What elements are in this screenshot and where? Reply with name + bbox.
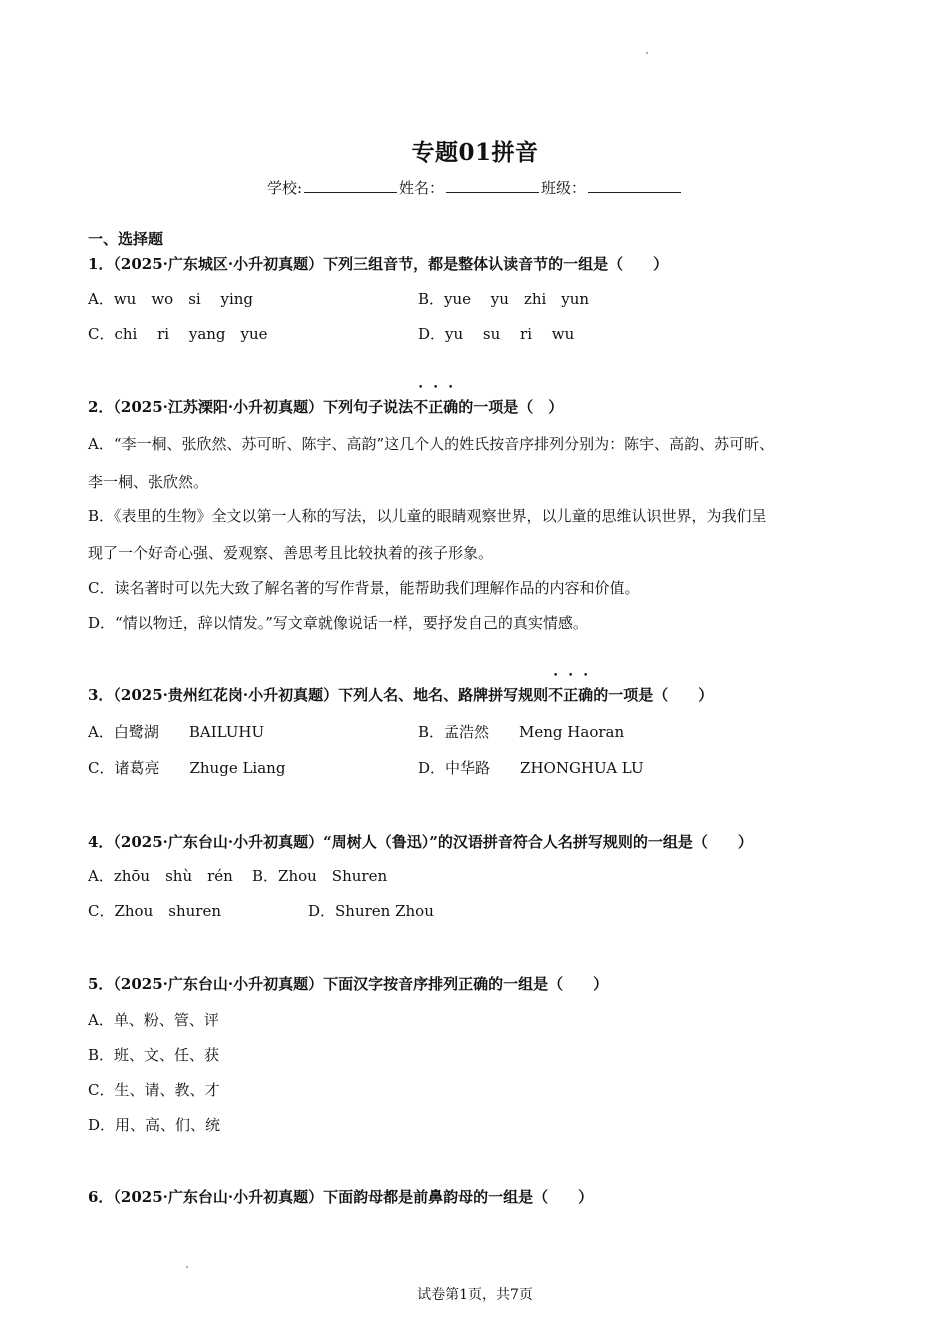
question-3-stem: [88, 684, 713, 705]
question-2-stem-pre: 2．（2025·江苏溧阳·小升初真题）下列句子说法: [88, 398, 414, 416]
question-2-option-d[interactable]: D．“情以物迁，辞以情发。”写文章就像说话一样，要抒发自己的真实情感。: [88, 614, 588, 632]
question-3-stem-pre: 3．（2025·贵州红花岗·小升初真题）下列人名、地名、路牌拼写规则: [88, 686, 549, 704]
scan-speck: [186, 1266, 188, 1268]
page-footer: 试卷第1页，共7页: [417, 1287, 533, 1303]
question-4-option-a[interactable]: A．zhōu shù rén: [88, 867, 233, 885]
question-4-option-d[interactable]: D．Shuren Zhou: [308, 902, 434, 920]
emphasis-char: 确: [578, 686, 594, 704]
question-3-option-c[interactable]: C．诸葛亮 Zhuge Liang: [88, 759, 286, 777]
emphasis-char: 正: [428, 398, 444, 416]
page-title: 专题01拼音: [411, 139, 539, 166]
section-heading: 一、选择题: [88, 230, 164, 248]
question-2-option-a[interactable]: A．“李一桐、张欣然、苏可昕、陈宇、高韵”这几个人的姓氏按音序排列分别为：陈宇、高韵、苏可昕、: [88, 435, 775, 453]
question-4-stem: 4．（2025·广东台山·小升初真题）“周树人（鲁迅）”的汉语拼音符合人名拼写规则的一组是（ ）: [88, 833, 753, 851]
question-1-option-a[interactable]: A．wu wo si ying: [88, 290, 254, 308]
question-2-stem-post: 的一项是（ ）: [458, 398, 564, 416]
scan-speck: [646, 52, 648, 54]
question-2-stem: [88, 396, 563, 417]
question-2-option-c[interactable]: C．读名著时可以先大致了解名著的写作背景，能帮助我们理解作品的内容和价值。: [88, 579, 640, 597]
question-3-stem-post: 的一项是（ ）: [593, 686, 714, 704]
question-4-option-b[interactable]: B．Zhou Shuren: [252, 867, 388, 885]
emphasis-char: 不: [548, 686, 564, 704]
question-5-option-c[interactable]: C．生、请、教、才: [88, 1081, 220, 1099]
question-2-option-a-cont[interactable]: 李一桐、张欣然。: [88, 473, 209, 491]
question-3-option-a[interactable]: A．白鹭湖 BAILUHU: [88, 723, 265, 741]
emphasis-char: 不: [413, 398, 429, 416]
question-3-option-b[interactable]: B．孟浩然 Meng Haoran: [418, 723, 625, 741]
question-1-stem: 1．（2025·广东城区·小升初真题）下列三组音节，都是整体认读音节的一组是（ ）: [88, 255, 669, 273]
question-5-option-b[interactable]: B．班、文、任、获: [88, 1046, 220, 1064]
question-1-option-b[interactable]: B．yue yu zhi yun: [418, 290, 590, 308]
emphasis-char: 确: [443, 398, 459, 416]
question-1-option-d[interactable]: D．yu su ri wu: [418, 325, 575, 343]
question-5-option-d[interactable]: D．用、高、们、统: [88, 1116, 221, 1134]
question-1-option-c[interactable]: C．chi ri yang yue: [88, 325, 268, 343]
name-label: 姓名：: [399, 179, 445, 197]
emphasis-char: 正: [563, 686, 579, 704]
school-label: 学校:: [266, 179, 303, 197]
question-6-stem: 6．（2025·广东台山·小升初真题）下面韵母都是前鼻韵母的一组是（ ）: [88, 1188, 594, 1206]
name-blank[interactable]: [446, 178, 539, 193]
question-3-option-d[interactable]: D．中华路 ZHONGHUA LU: [418, 759, 644, 777]
question-5-stem: 5．（2025·广东台山·小升初真题）下面汉字按音序排列正确的一组是（ ）: [88, 975, 609, 993]
school-blank[interactable]: [304, 178, 397, 193]
question-5-option-a[interactable]: A．单、粉、管、评: [88, 1011, 219, 1029]
class-blank[interactable]: [588, 178, 681, 193]
question-2-option-b-cont[interactable]: 现了一个好奇心强、爱观察、善思考且比较执着的孩子形象。: [88, 544, 494, 562]
question-2-option-b[interactable]: B．《表里的生物》全文以第一人称的写法，以儿童的眼睛观察世界，以儿童的思维认识世界，为我们呈: [88, 507, 767, 525]
class-label: 班级：: [541, 179, 587, 197]
student-info-line: [0, 177, 950, 198]
question-4-option-c[interactable]: C．Zhou shuren: [88, 902, 221, 920]
